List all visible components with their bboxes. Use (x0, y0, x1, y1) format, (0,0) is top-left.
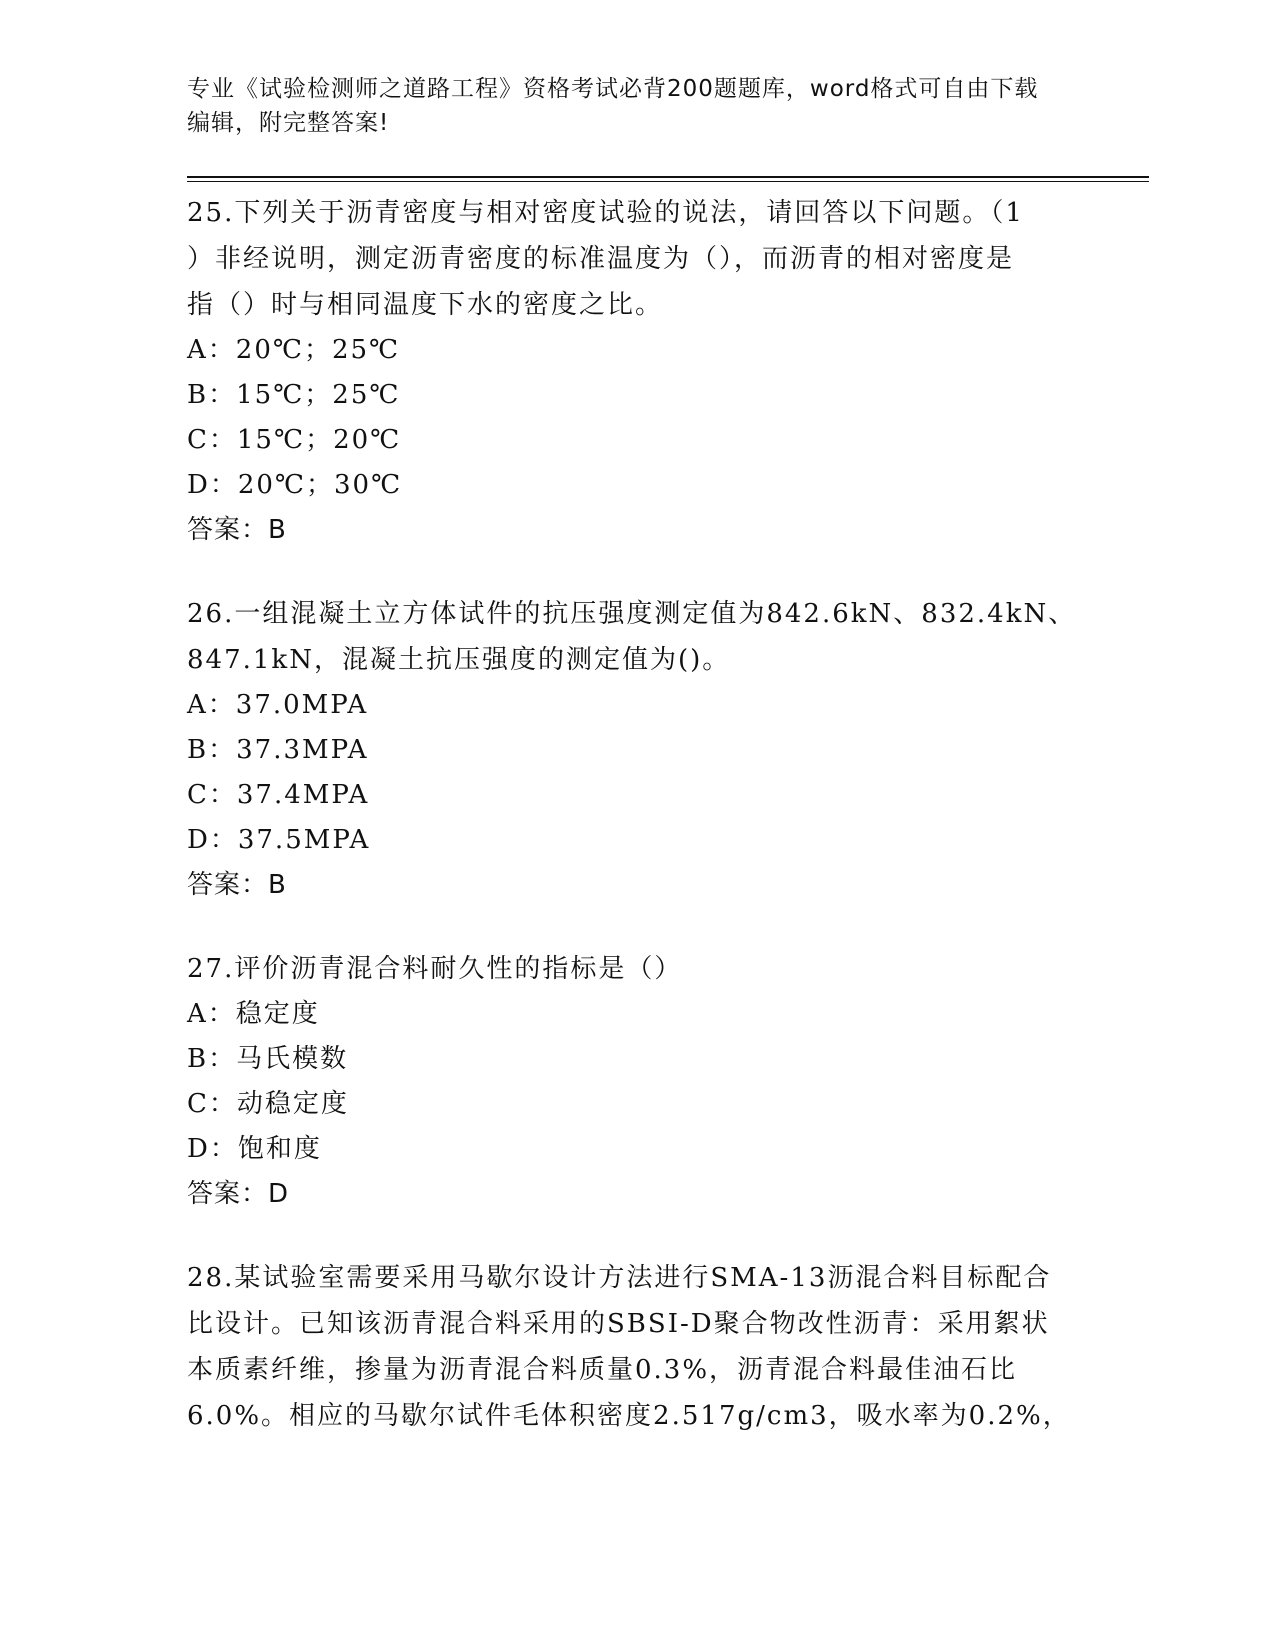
option-c: C：37.4MPA (187, 780, 370, 810)
header-line: 编辑，附完整答案! (187, 110, 390, 136)
option-c: C：15℃；20℃ (187, 425, 402, 455)
option-b: B：37.3MPA (187, 735, 369, 765)
option-b: B：马氏模数 (187, 1044, 349, 1074)
header-divider-thin (187, 181, 1149, 182)
question-stem (187, 591, 1087, 683)
option-a: A：37.0MPA (187, 690, 369, 720)
answer-line: 答案：D (187, 1179, 290, 1209)
stem-line: 27.评价沥青混合料耐久性的指标是（） (187, 954, 683, 984)
stem-line: 25.下列关于沥青密度与相对密度试验的说法，请回答以下问题。（1 (187, 198, 1024, 228)
question-25 (187, 190, 1087, 553)
option-d: D：饱和度 (187, 1134, 322, 1164)
option-a: A：20℃；25℃ (187, 335, 401, 365)
question-26 (187, 591, 1087, 908)
question-stem (187, 946, 1087, 992)
stem-line: 26.一组混凝土立方体试件的抗压强度测定值为842.6kN、832.4kN、 (187, 599, 1077, 629)
option-d: D：37.5MPA (187, 825, 371, 855)
stem-line: 比设计。已知该沥青混合料采用的SBSI-D聚合物改性沥青：采用絮状 (187, 1309, 1050, 1339)
stem-line: 6.0%。相应的马歇尔试件毛体积密度2.517g/cm3，吸水率为0.2%， (187, 1401, 1071, 1431)
document-header (187, 72, 1087, 140)
question-stem (187, 190, 1087, 328)
question-27 (187, 946, 1087, 1217)
stem-line: 847.1kN，混凝土抗压强度的测定值为()。 (187, 645, 731, 675)
question-stem (187, 1255, 1087, 1439)
question-28 (187, 1255, 1087, 1439)
header-line: 专业《试验检测师之道路工程》资格考试必背200题题库，word格式可自由下载 (187, 76, 1039, 102)
option-d: D：20℃；30℃ (187, 470, 403, 500)
answer-line: 答案：B (187, 515, 287, 545)
option-b: B：15℃；25℃ (187, 380, 401, 410)
answer-line: 答案：B (187, 870, 287, 900)
question-list (187, 190, 1087, 1477)
stem-line: 本质素纤维，掺量为沥青混合料质量0.3%，沥青混合料最佳油石比 (187, 1355, 1018, 1385)
option-a: A：稳定度 (187, 999, 320, 1029)
stem-line: 指（）时与相同温度下水的密度之比。 (187, 290, 664, 320)
stem-line: ）非经说明，测定沥青密度的标准温度为（），而沥青的相对密度是 (187, 244, 1015, 274)
option-c: C：动稳定度 (187, 1089, 349, 1119)
stem-line: 28.某试验室需要采用马歇尔设计方法进行SMA-13沥混合料目标配合 (187, 1263, 1052, 1293)
header-divider-thick (187, 176, 1149, 178)
